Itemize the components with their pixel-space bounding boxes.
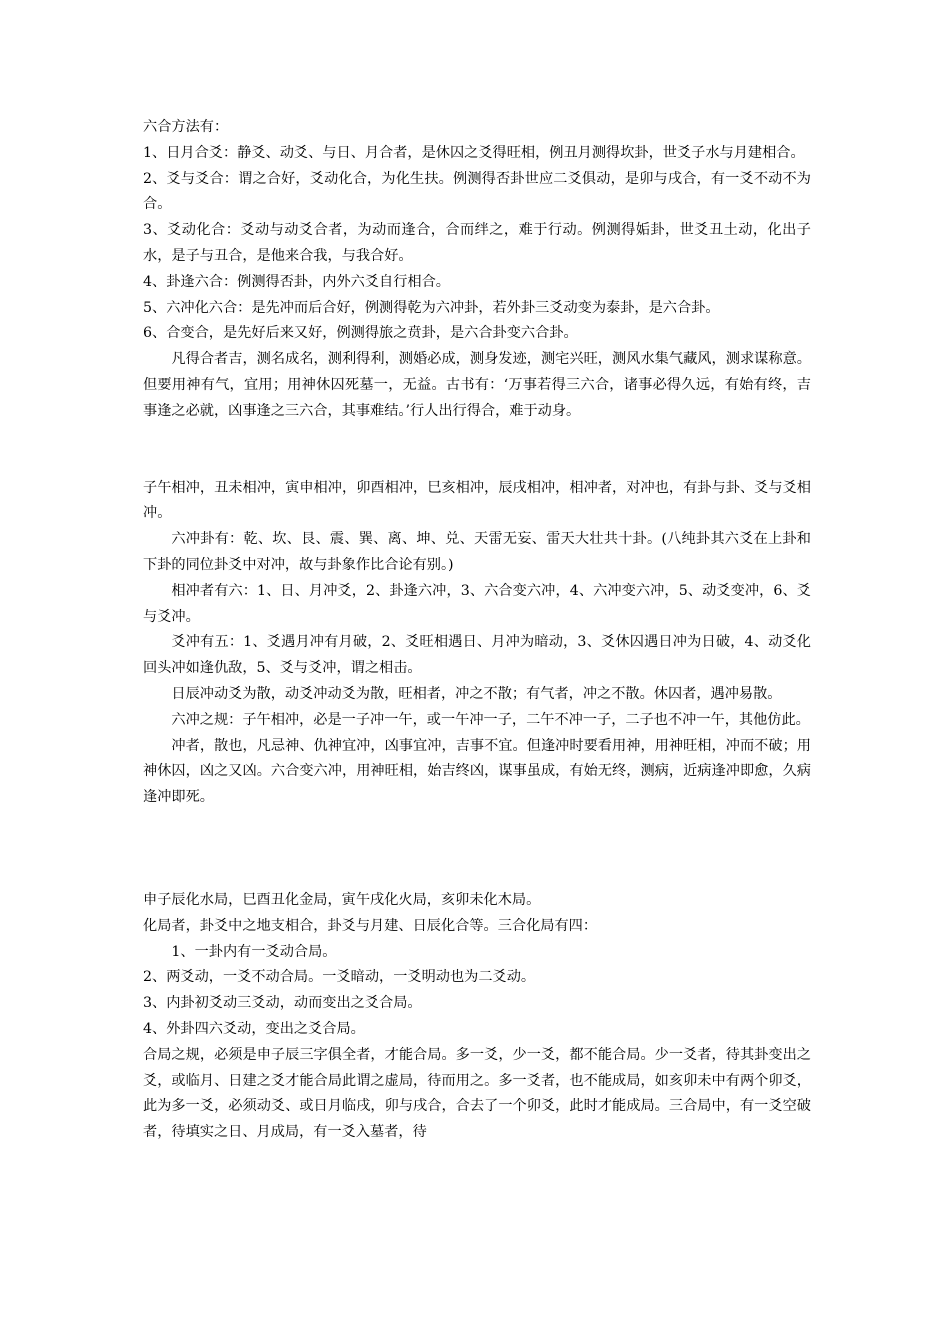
paragraph: 6、合变合，是先好后来又好，例测得旅之贲卦，是六合卦变六合卦。 [143,325,578,342]
paragraph: 4、外卦四六爻动，变出之爻合局。 [143,1020,365,1037]
document-page [143,115,811,1146]
paragraph: 爻冲有五：1、爻遇月冲有月破，2、爻旺相遇日、月冲为暗动，3、爻休囚遇日冲为日破，4、动爻化回头冲如逢仇敌，5、爻与爻冲，谓之相击。 [143,634,811,677]
paragraph: 4、卦逢六合：例测得否卦，内外六爻自行相合。 [143,273,450,290]
section-sanhe [143,888,811,1146]
paragraph: 2、两爻动，一爻不动合局。一爻暗动，一爻明动也为二爻动。 [143,969,536,986]
paragraph: 申子辰化水局，巳酉丑化金局，寅午戌化火局，亥卯未化木局。 [143,891,541,908]
paragraph: 3、爻动化合：爻动与动爻合者，为动而逢合，合而绊之，难于行动。例测得姤卦，世爻丑土动，化出子水，是子与丑合，是他来合我，与我合好。 [143,222,811,264]
paragraph: 日辰冲动爻为散，动爻冲动爻为散，旺相者，冲之不散；有气者，冲之不散。休囚者，遇冲易散。 [171,685,782,702]
paragraph: 子午相冲，丑未相冲，寅申相冲，卯酉相冲，巳亥相冲，辰戌相冲，相冲者，对冲也，有卦与卦、爻与爻相冲。 [143,479,811,522]
paragraph: 冲者，散也，凡忌神、仇神宜冲，凶事宜冲，吉事不宜。但逢冲时要看用神，用神旺相，冲而不破；用神休囚，凶之又凶。六合变六冲，用神旺相，始吉终凶，谋事虽成，有始无终，测病，近病逢冲即愈，久病逢冲即死。 [143,737,811,806]
paragraph: 2、爻与爻合：谓之合好，爻动化合，为化生扶。例测得否卦世应二爻俱动，是卯与戌合，有一爻不动不为合。 [143,170,811,213]
section-gap [143,811,811,888]
paragraph: 合局之规，必须是申子辰三字俱全者，才能合局。多一爻，少一爻，都不能合局。少一爻者，待其卦变出之爻，或临月、日建之爻才能合局此谓之虚局，待而用之。多一爻者，也不能成局，如亥卯未中有两个卯爻，此为多一爻，必须动爻、或日月临戌，卯与戌合，合去了一个卯爻，此时才能成局。三合局中，有一爻空破者，待填实之日、月成局，有一爻入墓者，待 [143,1046,811,1141]
paragraph: 六冲之规：子午相冲，必是一子冲一午，或一午冲一子，二午不冲一子，二子也不冲一午，其他仿此。 [171,711,810,728]
paragraph: 3、内卦初爻动三爻动，动而变出之爻合局。 [143,995,422,1012]
section-gap [143,425,811,476]
paragraph: 1、一卦内有一爻动合局。 [171,943,337,960]
paragraph: 凡得合者吉，测名成名，测利得利，测婚必成，测身发迹，测宅兴旺，测风水集气藏风，测求谋称意。但要用神有气，宜用；用神休囚死墓一，无益。古书有：‘万事若得三六合，诸事必得久远，有始有终，吉事逢之必就，凶事逢之三六合，其事难结。’行人出行得合，难于动身。 [143,351,811,419]
paragraph: 1、日月合爻：静爻、动爻、与日、月合者，是休囚之爻得旺相，例丑月测得坎卦，世爻子水与月建相合。 [143,144,805,161]
paragraph: 化局者，卦爻中之地支相合，卦爻与月建、日辰化合等。三合化局有四： [143,917,598,934]
paragraph: 六冲卦有：乾、坎、艮、震、巽、离、坤、兑、天雷无妄、雷天大壮共十卦。(八纯卦其六爻在上卦和下卦的同位卦爻中对冲，故与卦象作比合论有别。) [143,531,811,573]
paragraph: 5、六冲化六合：是先冲而后合好，例测得乾为六冲卦，若外卦三爻动变为泰卦，是六合卦。 [143,299,720,316]
paragraph: 相冲者有六：1、日、月冲爻，2、卦逢六冲，3、六合变六冲，4、六冲变六冲，5、动爻变冲，6、爻与爻冲。 [143,582,811,625]
section-liuhe [143,115,811,425]
paragraph: 六合方法有： [143,119,229,135]
section-liuchong [143,476,811,811]
